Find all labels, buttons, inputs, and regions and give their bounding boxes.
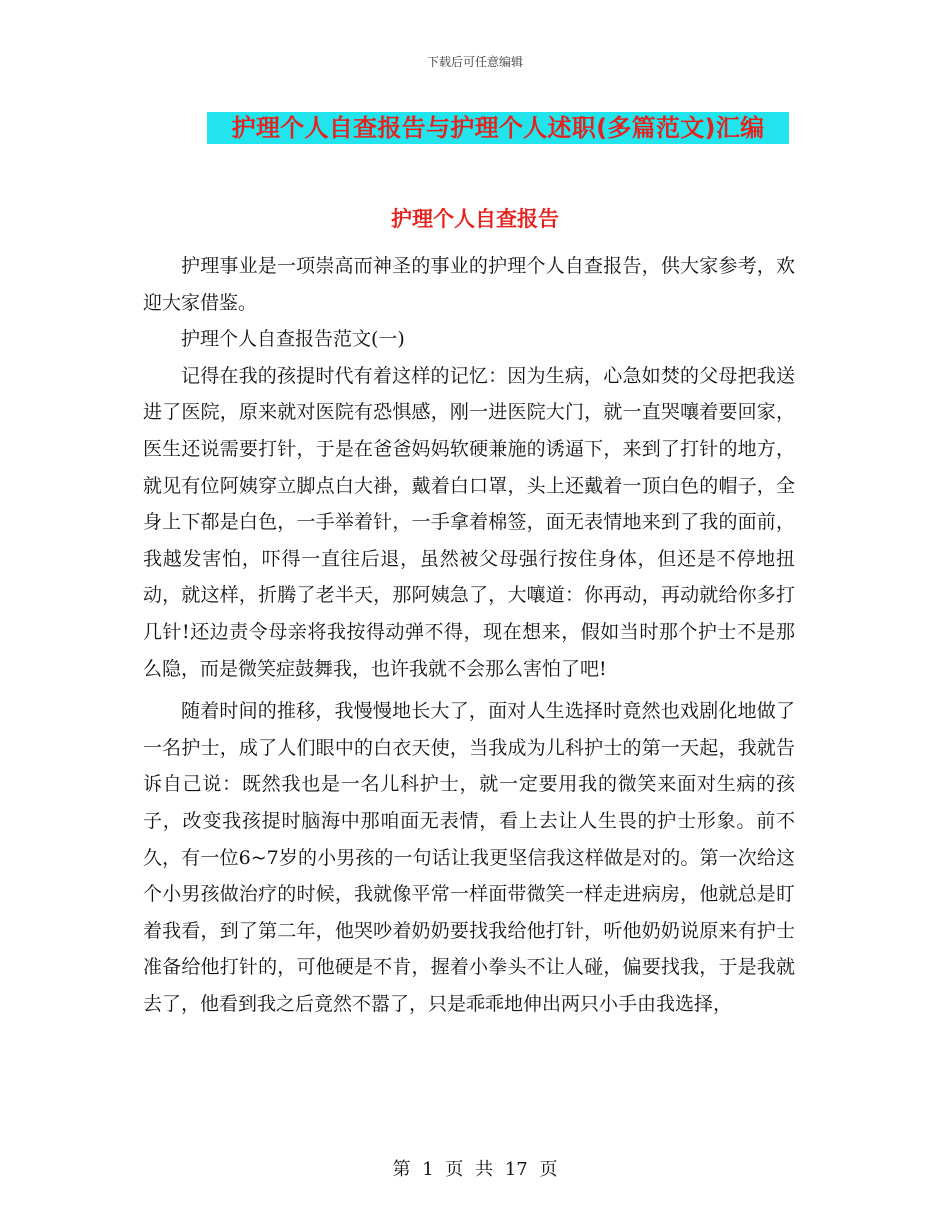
document-title: 护理个人自查报告与护理个人述职(多篇范文)汇编 [231, 114, 765, 142]
body-paragraph: 记得在我的孩提时代有着这样的记忆：因为生病，心急如焚的父母把我送进了医院，原来就对医院有恐惧感，刚一进医院大门，就一直哭嚷着要回家，医生还说需要打针，于是在爸爸妈妈软硬兼施的诱逼下，来到了打针的地方，就见有位阿姨穿立脚点白大褂，戴着白口罩，头上还戴着一顶白色的帽子，全身上下都是白色，一手举着针，一手拿着棉签，面无表情地来到了我的面前，我越发害怕，吓得一直往后退，虽然被父母强行按住身体，但还是不停地扭动，就这样，折腾了老半天，那阿姨急了，大嚷道：你再动，再动就给你多打几针!还边责令母亲将我按得动弹不得，现在想来，假如当时那个护士不是那么隐，而是微笑症鼓舞我，也许我就不会那么害怕了吧! [143, 364, 795, 680]
body-paragraph: 随着时间的推移，我慢慢地长大了，面对人生选择时竟然也戏剧化地做了一名护士，成了人们眼中的白衣天使，当我成为儿科护士的第一天起，我就告诉自己说：既然我也是一名儿科护士，就一定要用我的微笑来面对生病的孩子，改变我孩提时脑海中那咱面无表情，看上去让人生畏的护士形象。前不久，有一位6~7岁的小男孩的一句话让我更坚信我这样做是对的。第一次给这个小男孩做治疗的时候，我就像平常一样面带微笑一样走进病房，他就总是盯着我看，到了第二年，他哭吵着奶奶要找我给他打针，听他奶奶说原来有护士准备给他打针的，可他硬是不肯，握着小拳头不让人碰，偏要找我，于是我就去了，他看到我之后竟然不嚣了，只是乖乖地伸出两只小手由我选择， [143, 700, 795, 1015]
body-text [143, 248, 795, 1022]
header-note: 下载后可任意编辑 [426, 55, 523, 69]
document-title-highlight [207, 112, 789, 144]
page-footer: 第 1 页 共 17 页 [392, 1159, 558, 1180]
section-title: 护理个人自查报告 [391, 207, 559, 231]
subheading-paragraph: 护理个人自查报告范文(一) [181, 328, 405, 351]
intro-paragraph: 护理事业是一项崇高而神圣的事业的护理个人自查报告，供大家参考，欢迎大家借鉴。 [143, 255, 795, 314]
